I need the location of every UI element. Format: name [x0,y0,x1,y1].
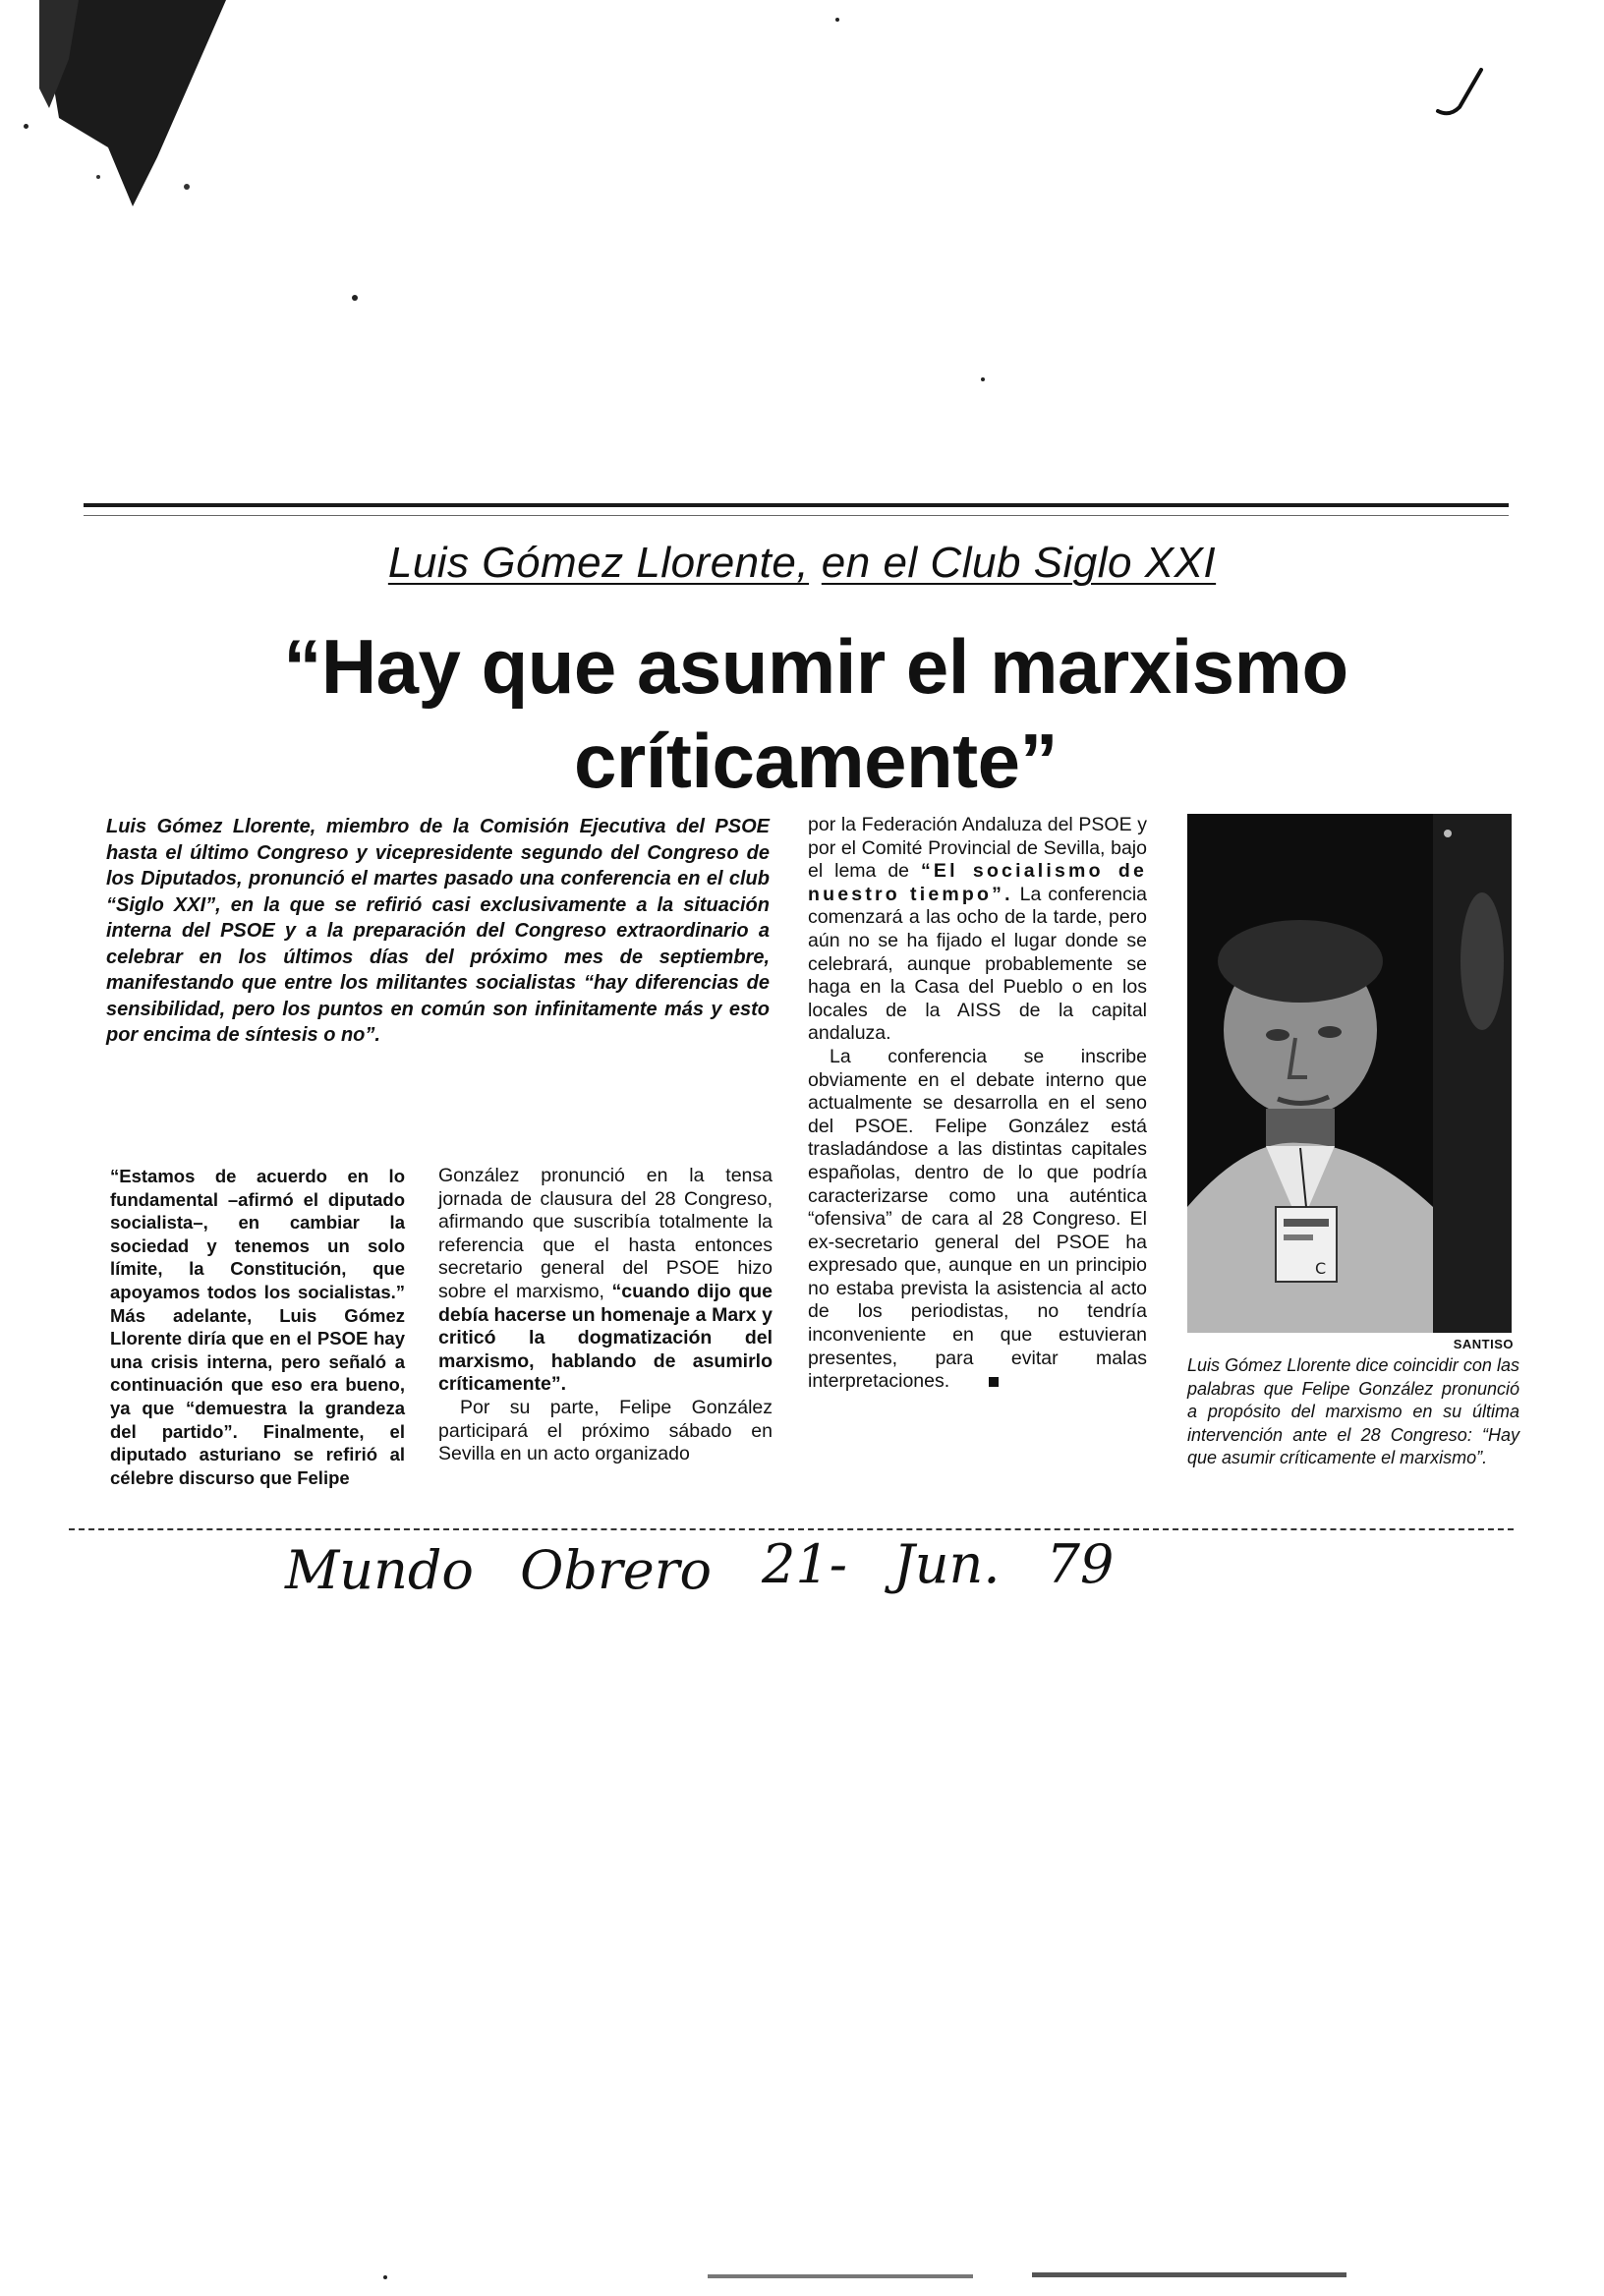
column-paragraph: Por su parte, Felipe González participará el próximo sábado en Sevilla en un acto organizado [438,1396,773,1465]
portrait-photo [1187,814,1512,1333]
column-paragraph [808,1046,1147,1394]
body-column-3 [808,814,1147,1394]
handwritten-annotation [275,1533,1356,1612]
scan-speck [835,18,839,22]
top-rule-thin [84,515,1509,516]
column-text: La conferencia comenzará a las ocho de la tarde, pero aún no se ha fijado el lugar donde se celebrará, aunque probablemente se haga en la Casa del Pueblo o en los locales de la AISS de la capital andaluza. [808,883,1148,1045]
photo-credit: SANTISO [1453,1337,1514,1351]
headline [79,619,1553,808]
column-text: La conferencia se inscribe obviamente en el debate interno que actualmente se desarrolla en el seno del PSOE. Felipe González está trasladándose a las distintas capitales españolas, dentro de lo que podría caracterizarse como una auténtica “ofensiva” de cara al 28 Congreso. El ex-secretario general del PSOE ha expresado que, aunque en un principio no estaba prevista la asistencia al acto de los periodistas, no tendría inconveniente en que estuvieran presentes, para evitar malas interpretaciones. [808,1045,1147,1393]
column-paragraph [808,814,1147,1046]
kicker-name: Luis Gómez Llorente, [387,539,810,587]
checkmark-icon [1430,64,1489,123]
scan-speck [383,2275,387,2279]
kicker-place: en el Club Siglo XXI [821,539,1217,587]
handwritten-date: 21- Jun. 79 [762,1533,1115,1595]
column-text: González pronunció en la tensa jornada de clausura del 28 Congreso, afirmando que suscribía totalmente la referencia que el hasta entonces secretario general del PSOE hizo sobre el marxismo, [438,1165,773,1302]
portrait-illustration [1187,814,1512,1333]
scan-bottom-fragment [708,2267,1356,2286]
quote-text: “cuando dijo que debía hacerse un homenaje a Marx y criticó la dogmatización del marxismo, hablando de asumirlo críticamente”. [438,1280,773,1396]
headline-line-2: críticamente” [573,718,1059,804]
article-kicker [0,539,1604,588]
scan-smudge-corner [39,0,226,216]
scan-speck [24,124,29,129]
top-rule [84,503,1509,507]
column-text: por la Federación Andaluza del PSOE y por el Comité Provincial de Sevilla, bajo el lema de [808,814,1147,883]
bottom-rule [69,1528,1514,1530]
body-column-2 [438,1165,773,1466]
column-paragraph [438,1165,773,1397]
svg-text:C: C [1315,1259,1327,1278]
body-column-1 [110,1165,405,1489]
photo-caption: Luis Gómez Llorente dice coincidir con las palabras que Felipe González pronunció a propósito del marxismo en su última intervención ante el 28 Congreso: “Hay que asumir críticamente el marxismo”. [1187,1355,1519,1468]
lead-paragraph: Luis Gómez Llorente, miembro de la Comisión Ejecutiva del PSOE hasta el último Congreso y vicepresidente segundo del Congreso de los Diputados, pronunció el martes pasado una conferencia en el club “Siglo XXI”, en la que se refirió casi exclusivamente a la situación interna del PSOE y a la preparación del Congreso extraordinario a celebrar en los últimos días del próximo mes de septiembre, manifestando que entre los militantes socialistas “hay diferencias de sensibilidad, pero los puntos en común son infinitamente más y esto por encima de síntesis o no”. [106,816,770,1046]
scan-speck [981,377,985,381]
headline-line-1: “Hay que asumir el marxismo [283,623,1348,710]
column-paragraph: “Estamos de acuerdo en lo fundamental –afirmó el diputado socialista–, en cambiar la sociedad y tenemos un solo límite, la Constitución, que apoyamos todos los socialistas.” Más adelante, Luis Gómez Llorente diría que en el PSOE hay una crisis interna, pero señaló a continuación que eso era bueno, ya que “demuestra la grandeza del partido”. Finalmente, el diputado asturiano se refirió al célebre discurso que Felipe [110,1166,405,1488]
scan-speck [352,295,358,301]
motto-text: “El socialismo de nuestro tiempo”. [808,860,1148,905]
end-mark-icon [989,1377,999,1387]
handwritten-publication: Mundo Obrero [285,1539,713,1601]
